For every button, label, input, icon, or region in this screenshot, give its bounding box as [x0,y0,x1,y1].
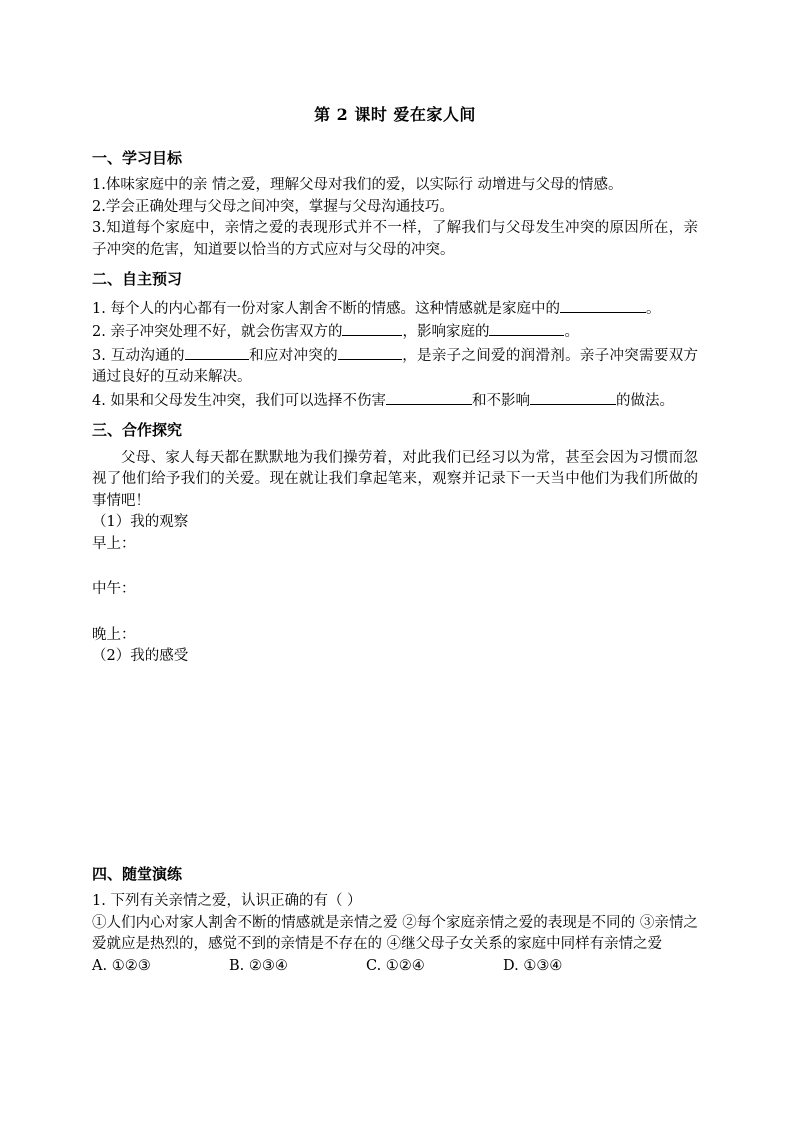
preview-question-2 [92,320,698,344]
observation-label: （1）我的观察 [92,514,189,530]
preview-q2-end: 。 [564,324,579,340]
morning-label: 早上： [92,535,136,552]
preview-q3-mid: 和应对冲突的 [248,347,338,364]
fill-blank[interactable] [530,389,616,405]
practice-statements: ①人们内心对家人割舍不断的情感就是亲情之爱 ②每个家庭亲情之爱的表现是不同的 ③亲情之爱就应是热烈的，感觉不到的亲情是不存在的 ④继父母子女关系的家庭中同样有亲情之爱 [92,914,698,952]
preview-question-3 [92,344,698,389]
noon-answer-space[interactable] [92,601,698,625]
preview-question-1 [92,297,698,321]
answer-options [92,956,698,978]
document-content [92,104,698,977]
preview-q4-mid: 和不影响 [471,392,530,409]
noon-label: 中午： [92,581,136,597]
objective-item-2: 2.学会正确处理与父母之间冲突，掌握与父母沟通技巧。 [92,198,454,215]
fill-blank[interactable] [185,344,249,360]
option-a[interactable]: A. ①②③ [92,957,151,974]
evening-label: 晚上： [92,626,136,643]
explore-intro: 父母、家人每天都在默默地为我们操劳着，对此我们已经习以为常，甚至会因为习惯而忽视了他们给予我们的关爱。现在就让我们拿起笔来，观察并记录下一天当中他们为我们所做的事情吧！ [92,449,698,509]
fill-blank[interactable] [489,320,564,336]
preview-q2-text: 2. 亲子冲突处理不好，就会伤害双方的 [92,324,343,340]
feeling-answer-space[interactable] [92,668,698,856]
section-heading-preview: 二、自主预习 [92,270,183,288]
section-heading-explore: 三、合作探究 [92,421,183,439]
preview-q3-text: 3. 互动沟通的 [92,347,185,364]
section-heading-objectives: 一、学习目标 [92,148,183,167]
feeling-label: （2）我的感受 [92,648,189,664]
option-c[interactable]: C. ①②④ [366,957,425,974]
fill-blank[interactable] [560,297,646,313]
fill-blank[interactable] [386,389,472,405]
section-heading-practice: 四、随堂演练 [92,864,183,883]
morning-answer-space[interactable] [92,555,698,579]
objective-item-1: 1.体味家庭中的亲 情之爱，理解父母对我们的爱，以实际行 动增进与父母的情感。 [92,177,623,193]
preview-q1-text: 1. 每个人的内心都有一份对家人割舍不断的情感。这种情感就是家庭中的 [92,300,560,317]
practice-question-1: 1. 下列有关亲情之爱，认识正确的有（ ） [92,893,362,909]
preview-q3-end: ，是亲子之间爱的润滑剂。亲子冲突需要双方通过良好的互动来解决。 [92,347,699,385]
preview-q4-end: 的做法。 [615,392,674,409]
preview-q4-text: 4. 如果和父母发生冲突，我们可以选择不伤害 [92,392,386,409]
objective-item-3: 3.知道每个家庭中，亲情之爱的表现形式并不一样，了解我们与父母发生冲突的原因所在，亲子冲突的危害，知道要以恰当的方式应对与父母的冲突。 [92,220,698,258]
fill-blank[interactable] [338,344,402,360]
option-d[interactable]: D. ①③④ [503,957,563,974]
preview-q2-mid: ，影响家庭的 [402,324,490,340]
option-b[interactable]: B. ②③④ [229,957,288,974]
preview-q1-end: 。 [645,300,661,317]
preview-question-4 [92,389,698,413]
fill-blank[interactable] [342,320,402,336]
page-title: 第 2 课时 爱在家人间 [314,105,476,124]
